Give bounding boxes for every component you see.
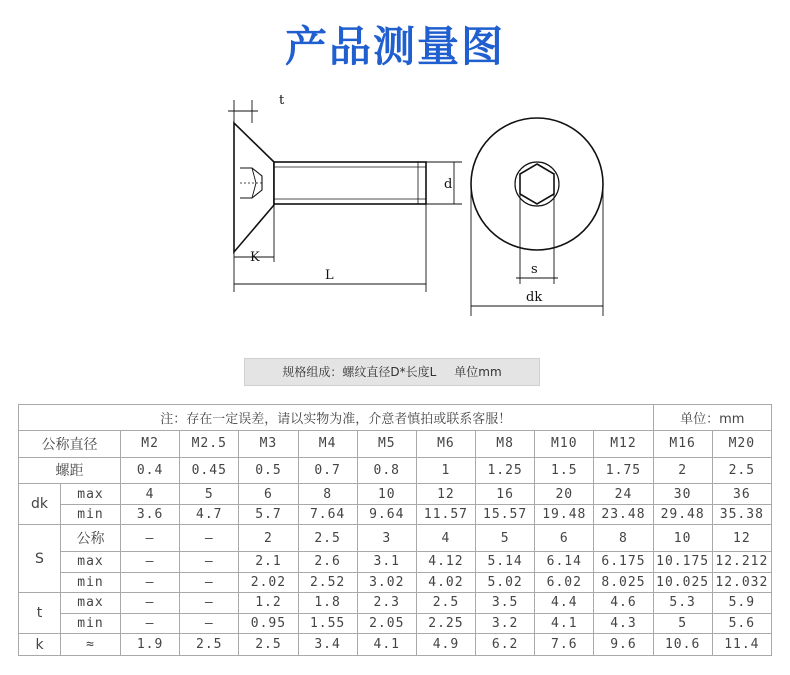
table-cell: 6 bbox=[239, 484, 298, 504]
table-cell: 35.38 bbox=[712, 504, 771, 524]
table-cell: 4.4 bbox=[535, 593, 594, 613]
table-note: 注：存在一定误差，请以实物为准，介意者慎拍或联系客服！ bbox=[19, 405, 654, 431]
table-cell: 2.6 bbox=[298, 552, 357, 572]
table-cell: 2.52 bbox=[298, 572, 357, 592]
table-cell: 6.14 bbox=[535, 552, 594, 572]
table-cell: 36 bbox=[712, 484, 771, 504]
table-cell: 1.2 bbox=[239, 593, 298, 613]
table-cell: 0.7 bbox=[298, 457, 357, 484]
table-cell: 10.175 bbox=[653, 552, 712, 572]
sub-label-nominal: 公称 bbox=[61, 525, 121, 552]
table-row bbox=[19, 457, 772, 484]
table-cell: 4.1 bbox=[357, 634, 416, 656]
table-row bbox=[19, 613, 772, 633]
page-title: 产品测量图 bbox=[284, 22, 505, 71]
table-cell: 10 bbox=[653, 525, 712, 552]
table-row bbox=[19, 484, 772, 504]
sub-label-approx: ≈ bbox=[61, 634, 121, 656]
table-cell: 2.5 bbox=[712, 457, 771, 484]
table-cell: 0.5 bbox=[239, 457, 298, 484]
sub-label-min: min bbox=[61, 613, 121, 633]
table-cell: M10 bbox=[535, 430, 594, 457]
table-cell: – bbox=[180, 613, 239, 633]
table-cell: 1 bbox=[416, 457, 475, 484]
table-cell: 3.6 bbox=[121, 504, 180, 524]
table-cell: M16 bbox=[653, 430, 712, 457]
table-cell: 1.55 bbox=[298, 613, 357, 633]
table-cell: 10.025 bbox=[653, 572, 712, 592]
table-cell: 2.5 bbox=[239, 634, 298, 656]
dim-label-s: s bbox=[531, 262, 538, 277]
table-cell: M12 bbox=[594, 430, 653, 457]
table-cell: 2.5 bbox=[180, 634, 239, 656]
screw-top-view bbox=[471, 118, 603, 250]
table-cell: 12.212 bbox=[712, 552, 771, 572]
table-cell: M6 bbox=[416, 430, 475, 457]
table-cell: 5 bbox=[653, 613, 712, 633]
table-row bbox=[19, 504, 772, 524]
table-cell: – bbox=[180, 525, 239, 552]
table-cell: 4.3 bbox=[594, 613, 653, 633]
table-cell: 0.95 bbox=[239, 613, 298, 633]
table-cell: 9.64 bbox=[357, 504, 416, 524]
table-cell: 11.57 bbox=[416, 504, 475, 524]
table-cell: 8 bbox=[594, 525, 653, 552]
screw-side-view bbox=[234, 123, 426, 252]
table-cell: 5.7 bbox=[239, 504, 298, 524]
table-cell: 12 bbox=[416, 484, 475, 504]
table-cell: 5.3 bbox=[653, 593, 712, 613]
table-cell: 30 bbox=[653, 484, 712, 504]
table-row bbox=[19, 572, 772, 592]
table-cell: 3.02 bbox=[357, 572, 416, 592]
table-cell: 2.1 bbox=[239, 552, 298, 572]
table-cell: – bbox=[121, 593, 180, 613]
table-cell: 2.3 bbox=[357, 593, 416, 613]
table-cell: 4.12 bbox=[416, 552, 475, 572]
table-cell: – bbox=[121, 525, 180, 552]
table-note-row bbox=[19, 405, 772, 431]
table-cell: 8 bbox=[298, 484, 357, 504]
row-label-pitch: 螺距 bbox=[19, 457, 121, 484]
table-row bbox=[19, 634, 772, 656]
table-cell: 15.57 bbox=[476, 504, 535, 524]
table-cell: 12 bbox=[712, 525, 771, 552]
table-cell: 19.48 bbox=[535, 504, 594, 524]
table-row bbox=[19, 552, 772, 572]
spec-format-text: 规格组成：螺纹直径D*长度L bbox=[282, 365, 437, 379]
sub-label-max: max bbox=[61, 484, 121, 504]
table-row bbox=[19, 525, 772, 552]
table-cell: 2.5 bbox=[416, 593, 475, 613]
sub-label-min: min bbox=[61, 504, 121, 524]
table-cell: – bbox=[180, 593, 239, 613]
table-cell: M3 bbox=[239, 430, 298, 457]
dim-label-t: t bbox=[279, 93, 285, 108]
table-cell: 6.02 bbox=[535, 572, 594, 592]
table-cell: 4.6 bbox=[594, 593, 653, 613]
table-cell: 16 bbox=[476, 484, 535, 504]
spec-unit-text: 单位mm bbox=[454, 365, 502, 379]
sub-label-max: max bbox=[61, 593, 121, 613]
table-cell: 3.2 bbox=[476, 613, 535, 633]
dim-label-d: d bbox=[444, 177, 453, 192]
table-cell: 4.9 bbox=[416, 634, 475, 656]
table-cell: M2.5 bbox=[180, 430, 239, 457]
table-cell: 4 bbox=[416, 525, 475, 552]
table-cell: 4.7 bbox=[180, 504, 239, 524]
table-cell: – bbox=[121, 552, 180, 572]
table-cell: 6 bbox=[535, 525, 594, 552]
table-cell: 3 bbox=[357, 525, 416, 552]
table-cell: M8 bbox=[476, 430, 535, 457]
table-cell: M2 bbox=[121, 430, 180, 457]
table-cell: 2.5 bbox=[298, 525, 357, 552]
table-cell: 6.2 bbox=[476, 634, 535, 656]
table-cell: 2 bbox=[239, 525, 298, 552]
table-cell: 7.64 bbox=[298, 504, 357, 524]
table-cell: 5.6 bbox=[712, 613, 771, 633]
table-cell: 10.6 bbox=[653, 634, 712, 656]
table-cell: – bbox=[180, 552, 239, 572]
table-cell: 1.9 bbox=[121, 634, 180, 656]
table-cell: 7.6 bbox=[535, 634, 594, 656]
table-cell: 4.02 bbox=[416, 572, 475, 592]
table-cell: 12.032 bbox=[712, 572, 771, 592]
table-cell: 1.75 bbox=[594, 457, 653, 484]
table-cell: 3.4 bbox=[298, 634, 357, 656]
table-cell: 9.6 bbox=[594, 634, 653, 656]
dim-label-k: K bbox=[250, 250, 260, 265]
table-cell: – bbox=[121, 613, 180, 633]
table-cell: 5.02 bbox=[476, 572, 535, 592]
dim-label-dk: dk bbox=[526, 290, 543, 305]
table-cell: 4 bbox=[121, 484, 180, 504]
sub-label-max: max bbox=[61, 552, 121, 572]
group-label-s: S bbox=[19, 525, 61, 593]
table-cell: 20 bbox=[535, 484, 594, 504]
table-cell: 8.025 bbox=[594, 572, 653, 592]
table-cell: 5 bbox=[476, 525, 535, 552]
table-cell: 10 bbox=[357, 484, 416, 504]
table-cell: 6.175 bbox=[594, 552, 653, 572]
table-cell: 11.4 bbox=[712, 634, 771, 656]
table-cell: 2.25 bbox=[416, 613, 475, 633]
table-cell: 3.5 bbox=[476, 593, 535, 613]
table-cell: 1.8 bbox=[298, 593, 357, 613]
table-cell: 5.9 bbox=[712, 593, 771, 613]
table-cell: M4 bbox=[298, 430, 357, 457]
table-row bbox=[19, 593, 772, 613]
table-cell: 4.1 bbox=[535, 613, 594, 633]
table-cell: 0.8 bbox=[357, 457, 416, 484]
dimension-table bbox=[18, 404, 772, 656]
table-cell: 29.48 bbox=[653, 504, 712, 524]
table-cell: 0.45 bbox=[180, 457, 239, 484]
group-label-k: k bbox=[19, 634, 61, 656]
table-cell: M5 bbox=[357, 430, 416, 457]
table-cell: 2.02 bbox=[239, 572, 298, 592]
table-cell: 2 bbox=[653, 457, 712, 484]
spec-format-bar bbox=[244, 358, 540, 386]
table-cell: 1.5 bbox=[535, 457, 594, 484]
table-cell: 3.1 bbox=[357, 552, 416, 572]
table-cell: – bbox=[121, 572, 180, 592]
table-cell: 1.25 bbox=[476, 457, 535, 484]
sub-label-min: min bbox=[61, 572, 121, 592]
table-cell: 2.05 bbox=[357, 613, 416, 633]
table-cell: 5.14 bbox=[476, 552, 535, 572]
table-row bbox=[19, 430, 772, 457]
table-cell: – bbox=[180, 572, 239, 592]
group-label-dk: dk bbox=[19, 484, 61, 525]
group-label-t: t bbox=[19, 593, 61, 634]
row-label-nominal-diameter: 公称直径 bbox=[19, 430, 121, 457]
table-cell: 23.48 bbox=[594, 504, 653, 524]
table-unit: 单位：mm bbox=[653, 405, 771, 431]
table-cell: M20 bbox=[712, 430, 771, 457]
dim-label-L: L bbox=[325, 268, 334, 283]
table-cell: 24 bbox=[594, 484, 653, 504]
table-cell: 5 bbox=[180, 484, 239, 504]
table-cell: 0.4 bbox=[121, 457, 180, 484]
